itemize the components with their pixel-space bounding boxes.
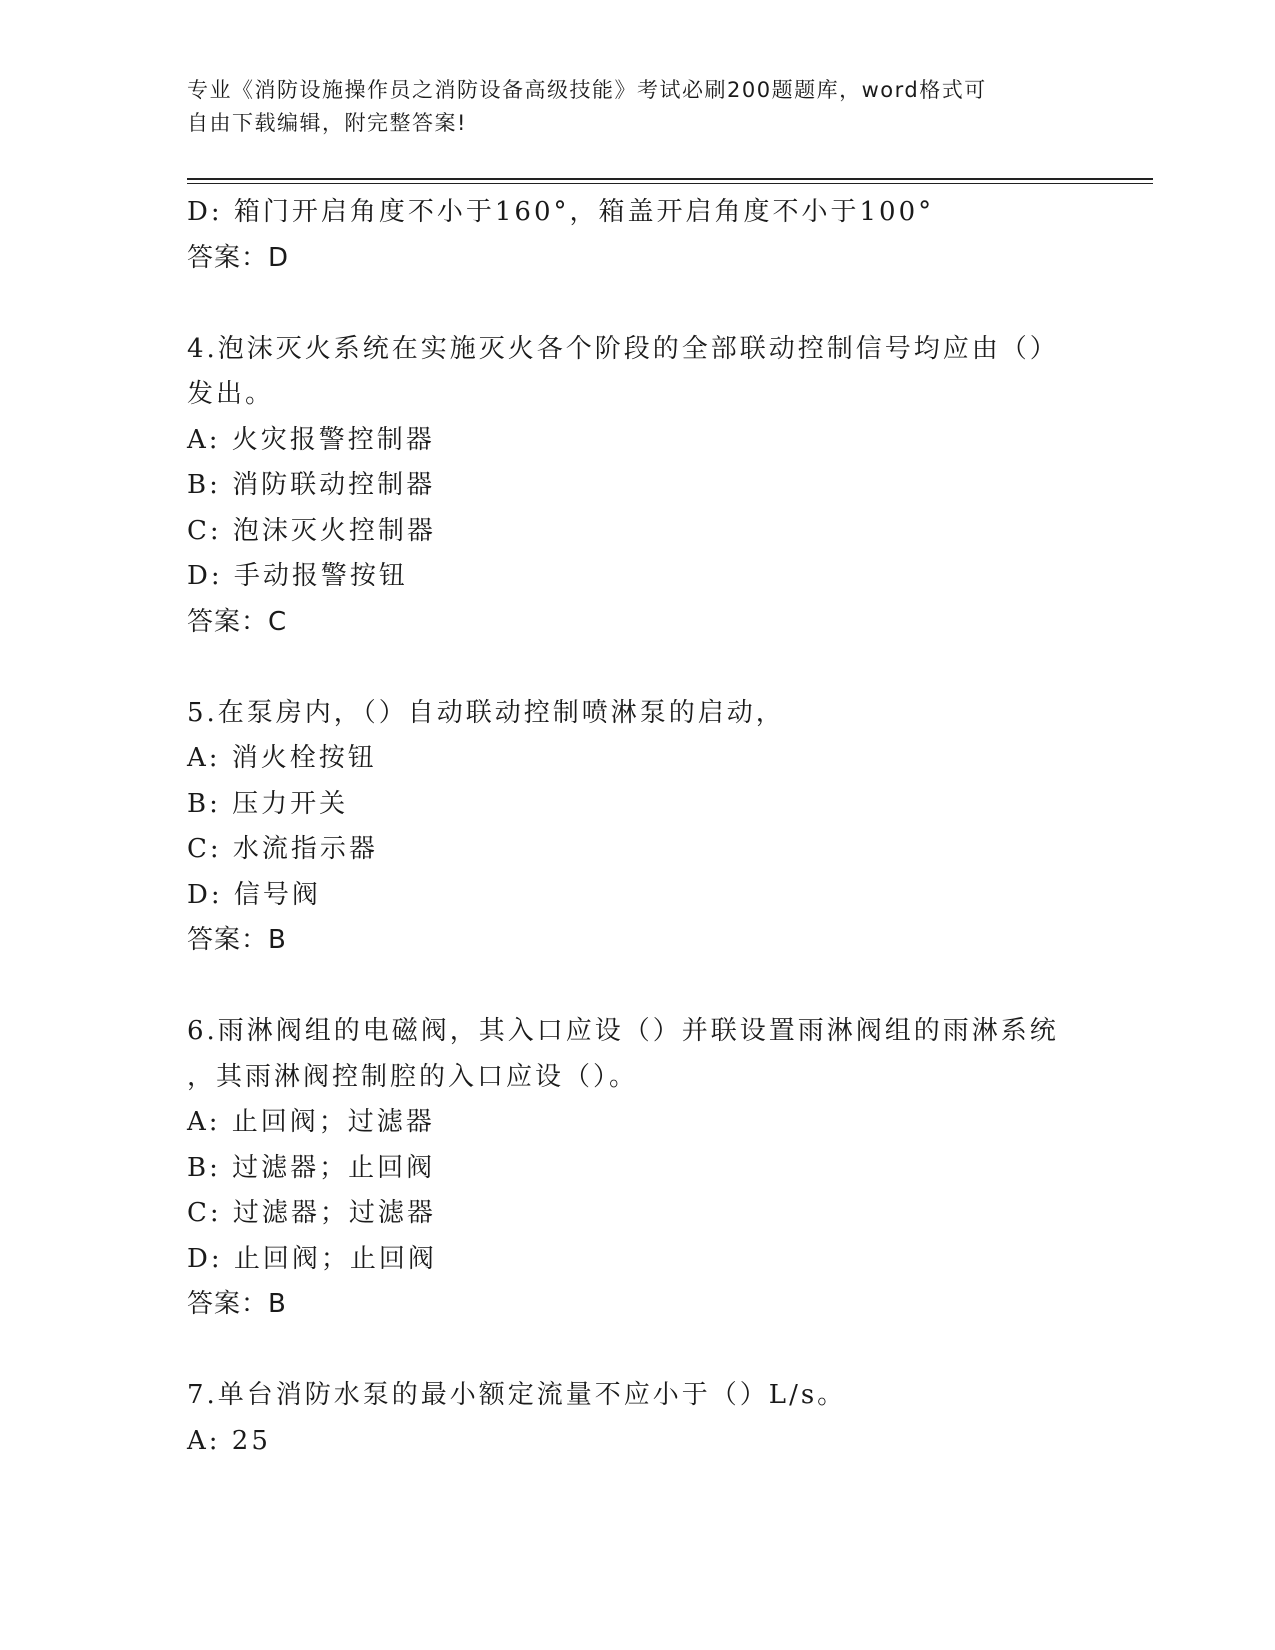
option-d: D: 箱门开启角度不小于160°，箱盖开启角度不小于100° [187,197,935,227]
question-stem-line: 5.在泵房内，（）自动联动控制喷淋泵的启动， [187,697,785,728]
spacer [187,1328,1107,1374]
option-a: A: 消火栓按钮 [187,743,377,773]
answer-line: 答案：B [187,925,287,955]
option-b: B: 压力开关 [187,788,349,819]
document-header [187,74,1067,140]
option-b: B: 过滤器；止回阀 [187,1152,436,1183]
option-c: C: 泡沫灭火控制器 [187,515,436,546]
header-divider-thin [187,183,1153,184]
question-stem-line: 发出。 [187,379,275,409]
answer-line: 答案：C [187,606,288,637]
answer-line: 答案：D [187,242,290,273]
option-b: B: 消防联动控制器 [187,470,436,500]
option-d: D: 信号阀 [187,879,321,910]
option-a: A: 止回阀；过滤器 [187,1107,435,1137]
option-c: C: 过滤器；过滤器 [187,1198,436,1228]
header-line-2: 自由下载编辑，附完整答案! [187,111,467,135]
header-divider-thick [187,178,1153,180]
question-stem-line: 4.泡沫灭火系统在实施灭火各个阶段的全部联动控制信号均应由（） [187,333,1059,364]
spacer [187,645,1107,691]
spacer [187,964,1107,1010]
option-a: A: 火灾报警控制器 [187,424,435,455]
question-6 [187,1009,1107,1328]
question-4 [187,327,1107,646]
question-list [187,190,1107,1464]
answer-line: 答案：B [187,1289,287,1319]
question-7 [187,1373,1107,1464]
header-line-1: 专业《消防设施操作员之消防设备高级技能》考试必刷200题题库，word格式可 [187,78,987,102]
spacer [187,281,1107,327]
question-stem-line: ，其雨淋阀控制腔的入口应设（）。 [187,1061,639,1092]
option-c: C: 水流指示器 [187,834,378,864]
question-3-tail [187,190,1107,281]
question-5 [187,691,1107,964]
question-stem-line: 6.雨淋阀组的电磁阀，其入口应设（）并联设置雨淋阀组的雨淋系统 [187,1016,1059,1046]
question-stem-line: 7.单台消防水泵的最小额定流量不应小于（）L/s。 [187,1380,847,1410]
option-d: D: 止回阀；止回阀 [187,1243,437,1274]
option-a: A: 25 [187,1425,271,1456]
option-d: D: 手动报警按钮 [187,561,408,591]
